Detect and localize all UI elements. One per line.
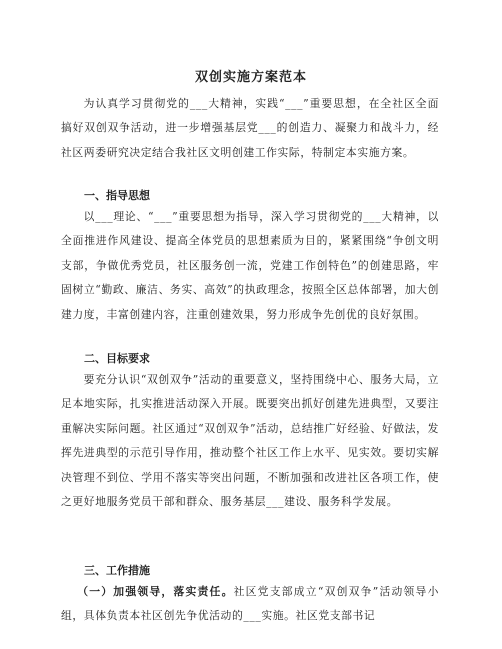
section-body-guiding-ideology: 以___理论、“___”重要思想为指导，深入学习贯彻党的___大精神，以全面推进作风建设、提高全体党员的思想素质为目的，紧紧围绕“争创文明支部，争做优秀党员，社区服务创一流，党建工作创特色”的创建思路，牢固树立“勤政、廉洁、务实、高效”的执政理念，按照全区总体部署，加大创建力度，丰富创建内容，注重创建效果，努力形成争先创优的良好氛围。 xyxy=(61,210,439,321)
section-body-measures xyxy=(61,580,439,629)
section-heading-goals: 二、目标要求 xyxy=(84,352,150,365)
section-body-goals: 要充分认识“双创双争”活动的重要意义，坚持围绕中心、服务大局，立足本地实际，扎实推进活动深入开展。既要突出抓好创建先进典型，又要注重解决实际问题。社区通过“双创双争”活动，总结推广好经验、好做法，发挥先进典型的示范引导作用，推动整个社区工作上水平、见实效。要切实解决管理不到位、学用不落实等突出问题，不断加强和改进社区各项工作，使之更好地服务党员干部和群众、服务基层___建设、服务科学发展。 xyxy=(61,373,439,509)
intro-paragraph: 为认真学习贯彻党的___大精神，实践“___”重要思想，在全社区全面搞好双创双争活动，进一步增强基层党___的创造力、凝聚力和战斗力，经社区两委研究决定结合我社区文明创建工作实际，特制定本实施方案。 xyxy=(61,97,439,159)
subsection-label: （一）加强领导，落实责任。 xyxy=(77,585,234,598)
section-heading-guiding-ideology: 一、指导思想 xyxy=(84,189,150,202)
document-title: 双创实施方案范本 xyxy=(194,70,307,85)
section-heading-measures: 三、工作措施 xyxy=(84,564,150,577)
subsection-text: 社区党支部成立“双创双争”活动领导小组，具体负责本社区创先争优活动的___实施。社区党支部书记 xyxy=(61,585,439,623)
